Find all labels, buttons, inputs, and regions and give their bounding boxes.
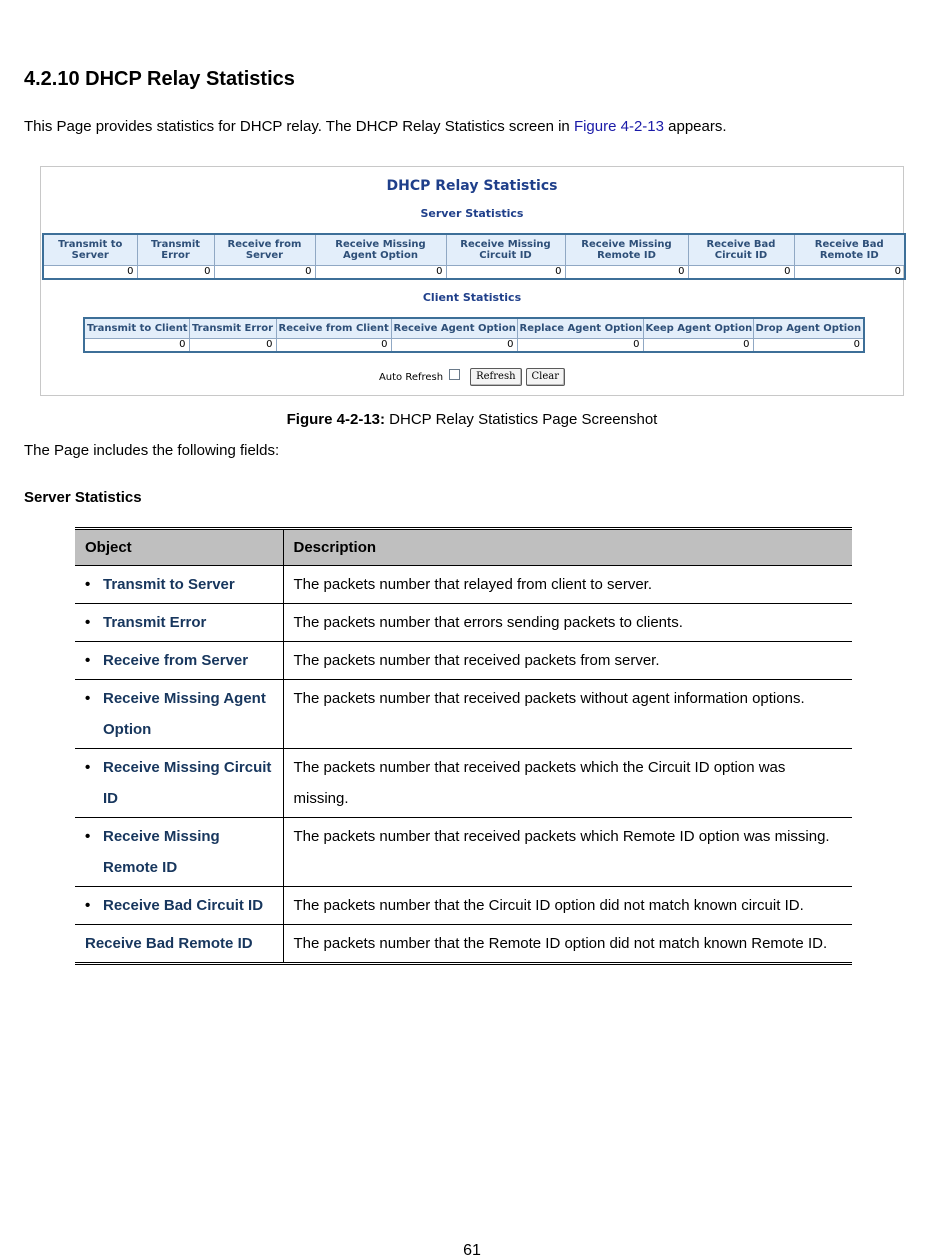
client-value: 0 (276, 338, 391, 352)
server-statistics-title: Server Statistics (420, 207, 524, 220)
server-value: 0 (688, 265, 794, 279)
client-value: 0 (643, 338, 753, 352)
client-header: Keep Agent Option (643, 318, 753, 338)
server-value: 0 (565, 265, 688, 279)
figure-link[interactable]: Figure 4-2-13 (573, 118, 664, 135)
client-value: 0 (391, 338, 517, 352)
server-header: Receive Bad Circuit ID (688, 234, 794, 265)
client-header: Transmit to Client (84, 318, 189, 338)
client-header: Transmit Error (189, 318, 276, 338)
table-row (75, 749, 852, 818)
server-header: Transmit to Server (43, 234, 137, 265)
description-cell: The packets number that errors sending packets to clients. (283, 604, 852, 642)
client-value: 0 (517, 338, 643, 352)
refresh-controls (41, 368, 903, 386)
server-value: 0 (137, 265, 214, 279)
intro-text-end: appears. (663, 118, 727, 135)
screenshot-title: DHCP Relay Statistics (386, 178, 558, 194)
client-value: 0 (84, 338, 189, 352)
object-name: Transmit Error (103, 614, 207, 631)
server-header: Receive from Server (214, 234, 315, 265)
bullet-icon: • (85, 652, 91, 669)
server-header: Receive Missing Remote ID (565, 234, 688, 265)
fields-header-row (75, 529, 852, 566)
server-header-row (43, 234, 905, 265)
server-value: 0 (214, 265, 315, 279)
object-name: Receive Missing Circuit ID (103, 759, 272, 807)
server-header: Receive Missing Circuit ID (446, 234, 565, 265)
intro-text: This Page provides statistics for DHCP relay. The DHCP Relay Statistics screen in (24, 118, 574, 135)
bullet-icon: • (85, 828, 91, 845)
bullet-icon: • (85, 614, 91, 631)
description-cell: The packets number that the Circuit ID option did not match known circuit ID. (283, 887, 852, 925)
description-cell: The packets number that the Remote ID option did not match known Remote ID. (283, 925, 852, 964)
object-cell (75, 680, 283, 749)
fields-intro: The Page includes the following fields: (24, 442, 280, 459)
table-row (75, 680, 852, 749)
client-header: Receive from Client (276, 318, 391, 338)
client-header: Drop Agent Option (753, 318, 864, 338)
fields-table (75, 527, 852, 965)
client-value: 0 (189, 338, 276, 352)
client-statistics-title: Client Statistics (422, 291, 522, 304)
object-name: Transmit to Server (103, 576, 235, 593)
client-header-row (84, 318, 864, 338)
page-number: 61 (463, 1242, 481, 1259)
client-header: Receive Agent Option (391, 318, 517, 338)
refresh-button[interactable]: Refresh (470, 368, 521, 386)
object-cell (75, 925, 283, 964)
object-cell (75, 604, 283, 642)
server-value: 0 (794, 265, 905, 279)
description-cell: The packets number that received packets which the Circuit ID option was missing. (283, 749, 852, 818)
object-cell (75, 642, 283, 680)
caption-label: Figure 4-2-13: (286, 411, 385, 428)
dhcp-relay-statistics-screenshot (40, 166, 904, 396)
client-value: 0 (753, 338, 864, 352)
caption-text: DHCP Relay Statistics Page Screenshot (385, 411, 658, 428)
client-value-row (84, 338, 864, 352)
description-cell: The packets number that received packets without agent information options. (283, 680, 852, 749)
object-header: Object (75, 529, 283, 566)
object-name: Receive Missing Remote ID (103, 828, 220, 876)
object-cell (75, 818, 283, 887)
figure-caption (0, 411, 944, 428)
object-cell (75, 566, 283, 604)
description-cell: The packets number that received packets which Remote ID option was missing. (283, 818, 852, 887)
bullet-icon: • (85, 690, 91, 707)
server-value: 0 (43, 265, 137, 279)
intro-paragraph (24, 118, 727, 135)
client-header: Replace Agent Option (517, 318, 643, 338)
table-row (75, 566, 852, 604)
object-cell (75, 749, 283, 818)
server-header: Receive Missing Agent Option (315, 234, 446, 265)
object-cell (75, 887, 283, 925)
client-statistics-table (83, 317, 865, 353)
object-name: Receive Missing Agent Option (103, 690, 266, 738)
server-statistics-table (42, 233, 906, 280)
table-row (75, 604, 852, 642)
description-cell: The packets number that received packets from server. (283, 642, 852, 680)
server-statistics-heading: Server Statistics (24, 489, 142, 506)
table-row (75, 887, 852, 925)
server-value: 0 (315, 265, 446, 279)
auto-refresh-checkbox[interactable] (449, 369, 460, 380)
server-value-row (43, 265, 905, 279)
bullet-icon: • (85, 759, 91, 776)
bullet-icon: • (85, 576, 91, 593)
server-header: Transmit Error (137, 234, 214, 265)
clear-button[interactable]: Clear (526, 368, 566, 386)
description-cell: The packets number that relayed from client to server. (283, 566, 852, 604)
description-header: Description (283, 529, 852, 566)
bullet-icon: • (85, 897, 91, 914)
table-row (75, 818, 852, 887)
section-heading: 4.2.10 DHCP Relay Statistics (24, 68, 295, 90)
table-row (75, 925, 852, 964)
server-header: Receive Bad Remote ID (794, 234, 905, 265)
object-name: Receive from Server (103, 652, 249, 669)
object-name: Receive Bad Remote ID (85, 935, 253, 952)
auto-refresh-label: Auto Refresh (378, 371, 444, 383)
table-row (75, 642, 852, 680)
server-value: 0 (446, 265, 565, 279)
object-name: Receive Bad Circuit ID (103, 897, 264, 914)
